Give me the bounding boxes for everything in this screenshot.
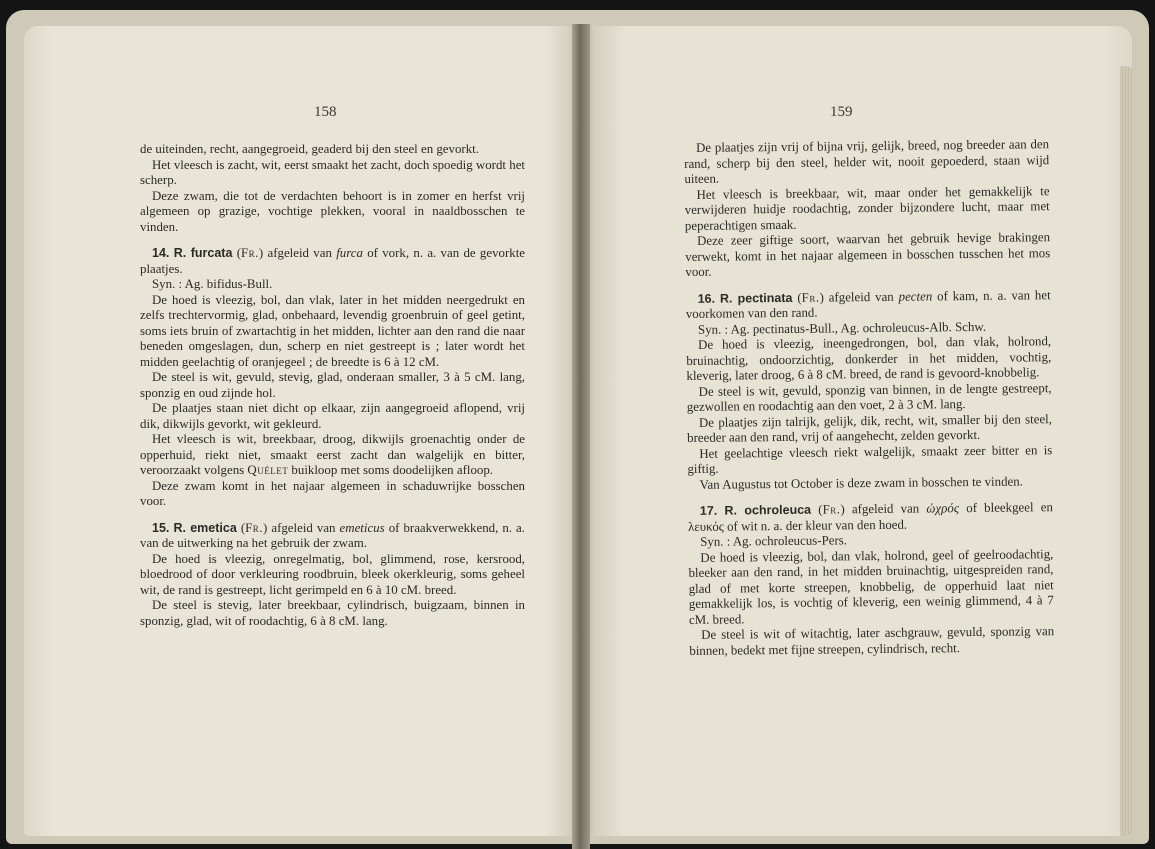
paragraph: De plaatjes zijn vrij of bijna vrij, gelijk, breed, nog breeder aan den rand, scherp bij den steel, helder wit, nooit gepoederd, staan wijd uiteen. — [684, 137, 1050, 186]
book — [6, 10, 1149, 844]
paragraph: Deze zeer giftige soort, waarvan het gebruik hevige brakingen verwekt, komt in het najaar algemeen in bosschen tusschen het mos voor. — [685, 230, 1051, 279]
paragraph: De plaatjes zijn talrijk, gelijk, dik, recht, wit, smaller bij den steel, breeder aan den rand, vrij of aangehecht, zelden gevorkt. — [687, 411, 1053, 445]
text-run: afgeleid van — [823, 289, 899, 305]
text-run: buikloop met soms doodelijken afloop. — [288, 463, 493, 477]
text-run: afgeleid van — [844, 501, 927, 517]
author-abbr: Fr. — [822, 502, 841, 517]
right-page — [584, 26, 1132, 836]
paragraph: De hoed is vleezig, ineengedrongen, bol, dan vlak, holrond, bruinachtig, ondoorzichtig, donkerder in het midden, vochtig, kleverig, later droog, 6 à 8 cM. breed, de rand is gevoord-knobbelig. — [686, 334, 1052, 383]
section-number: 15. — [152, 520, 170, 535]
paragraph — [140, 432, 525, 479]
section-number: 14. — [152, 246, 170, 260]
text-run: of vork, n. a. van de gevorkte plaatjes. — [140, 246, 526, 276]
paragraph: Syn. : Ag. pectinatus-Bull., Ag. ochroleucus-Alb. Schw. — [697, 319, 987, 337]
section-number: 17. — [699, 503, 718, 518]
paragraph: Het vleesch is zacht, wit, eerst smaakt het zacht, doch spoedig wordt het scherp. — [140, 157, 525, 187]
etymology-word: emeticus — [339, 520, 385, 535]
paragraph: Van Augustus tot October is deze zwam in bosschen te vinden. — [699, 473, 1023, 492]
text-run: of bleekgeel en λευκός of wit n. a. der kleur van den hoed. — [687, 500, 1053, 534]
species-name: R. emetica — [173, 520, 237, 535]
paragraph: De plaatjes staan niet dicht op elkaar, zijn aangegroeid aflopend, vrij dik, dikwijls gevorkt, wit gekleurd. — [140, 401, 525, 431]
left-page-text — [140, 142, 525, 629]
author-abbr: Fr. — [801, 290, 820, 305]
section-heading-paragraph: 17. R. ochroleuca (Fr.) afgeleid van ὠχρός of bleekgeel en λευκός of wit n. a. der kleur van den hoed. — [687, 500, 1053, 534]
paragraph: Deze zwam komt in het najaar algemeen in schaduwrijke bosschen voor. — [140, 478, 525, 508]
section-heading-paragraph: 15. R. emetica (Fr.) afgeleid van emeticus of braakverwekkend, n. a. van de uitwerking na het gebruik der zwam. — [140, 520, 525, 550]
etymology-word: furca — [336, 246, 363, 260]
text-run: of braakverwekkend, n. a. van de uitwerking na het gebruik der zwam. — [140, 520, 525, 550]
text-run: afgeleid van — [263, 246, 337, 260]
text-run: afgeleid van — [267, 520, 340, 535]
paragraph: Syn. : Ag. ochroleucus-Pers. — [700, 533, 848, 549]
paragraph: Deze zwam, die tot de verdachten behoort is in zomer en herfst vrij algemeen op grazige, vochtige plekken, vooral in naaldbosschen te vinden. — [140, 188, 525, 234]
section-heading-paragraph: 14. R. furcata (Fr.) afgeleid van furca of vork, n. a. van de gevorkte plaatjes. — [140, 246, 526, 276]
etymology-word: pecten — [898, 288, 933, 304]
paragraph: Het vleesch is breekbaar, wit, maar onder het gemakkelijk te verwijderen huidje roodachtig, zonder bijzondere lucht, maar met peperachtigen smaak. — [684, 183, 1050, 233]
author-abbr: Fr. — [245, 520, 264, 535]
paragraph: Syn. : Ag. bifidus-Bull. — [152, 277, 273, 291]
paragraph: De steel is stevig, later breekbaar, cylindrisch, buigzaam, binnen in sponzig, glad, wit of roodachtig, 6 à 8 cM. lang. — [140, 598, 525, 628]
species-name: R. ochroleuca — [724, 502, 812, 518]
paragraph: De steel is wit, gevuld, stevig, glad, onderaan smaller, 3 à 5 cM. lang, sponzig en oud zijnde hol. — [140, 370, 525, 400]
section-number: 16. — [697, 291, 716, 306]
etymology-word: ὠχρός — [926, 501, 960, 516]
right-page-text — [684, 137, 1054, 659]
species-name: R. pectinata — [719, 290, 793, 306]
author-abbr: Fr. — [241, 246, 259, 260]
page-number-right: 159 — [830, 104, 853, 120]
paragraph: De steel is wit of witachtig, later aschgrauw, gevuld, sponzig van binnen, bedekt met fijne streepen, cylindrisch, recht. — [689, 624, 1055, 658]
author-name: Quélet — [247, 463, 289, 477]
section-heading-paragraph: 16. R. pectinata (Fr.) afgeleid van pecten of kam, n. a. van het voorkomen van den rand. — [685, 287, 1051, 321]
page-number-left: 158 — [314, 104, 337, 120]
left-page — [24, 26, 578, 836]
species-name: R. furcata — [173, 246, 233, 260]
paragraph: De hoed is vleezig, bol, dan vlak, holrond, geel of geelroodachtig, bleeker aan den rand, in het midden bruinachtig, uitgespreiden rand, glad of met korte streepen, knobbelig, de opperhuid laat niet gemakkelijk los, is vochtig of kleverig, een weinig glimmend, 4 à 7 cM. breed. — [688, 546, 1054, 627]
page-edge-stack — [1120, 66, 1132, 836]
text-run: Het vleesch is wit, breekbaar, droog, dikwijls groenachtig onder de opperhuid, riekt niet, smaakt eerst zacht dan walgelijk en bitter, veroorzaakt volgens — [140, 432, 525, 477]
paragraph: De hoed is vleezig, bol, dan vlak, later in het midden neergedrukt en zelfs trechtervormig, glad, onbehaard, levendig groenbruin of geel getint, soms iets bruin of zwartachtig in het midden, lichter aan den rand die naar beneden omgeslagen, dun, scherp en niet gestreept is ; later wordt het midden geelachtig of oranjegeel ; de breedte is 6 à 12 cM. — [140, 292, 525, 369]
book-gutter — [572, 24, 590, 849]
paragraph: De steel is wit, gevuld, sponzig van binnen, in de lengte gestreept, gezwollen en roodachtig aan den voet, 2 à 3 cM. lang. — [686, 380, 1052, 414]
text-run: of kam, n. a. van het voorkomen van den rand. — [685, 287, 1051, 321]
paragraph: De hoed is vleezig, onregelmatig, bol, glimmend, rose, kersrood, bloedrood of door verkleuring roodbruin, bleek okerkleurig, soms geheel wit, de rand is gestreept, licht gerimpeld en 6 à 10 cM. breed. — [140, 551, 525, 597]
paragraph: Het geelachtige vleesch riekt walgelijk, smaakt zeer bitter en is giftig. — [687, 442, 1053, 476]
paragraph: de uiteinden, recht, aangegroeid, geaderd bij den steel en gevorkt. — [140, 142, 479, 156]
